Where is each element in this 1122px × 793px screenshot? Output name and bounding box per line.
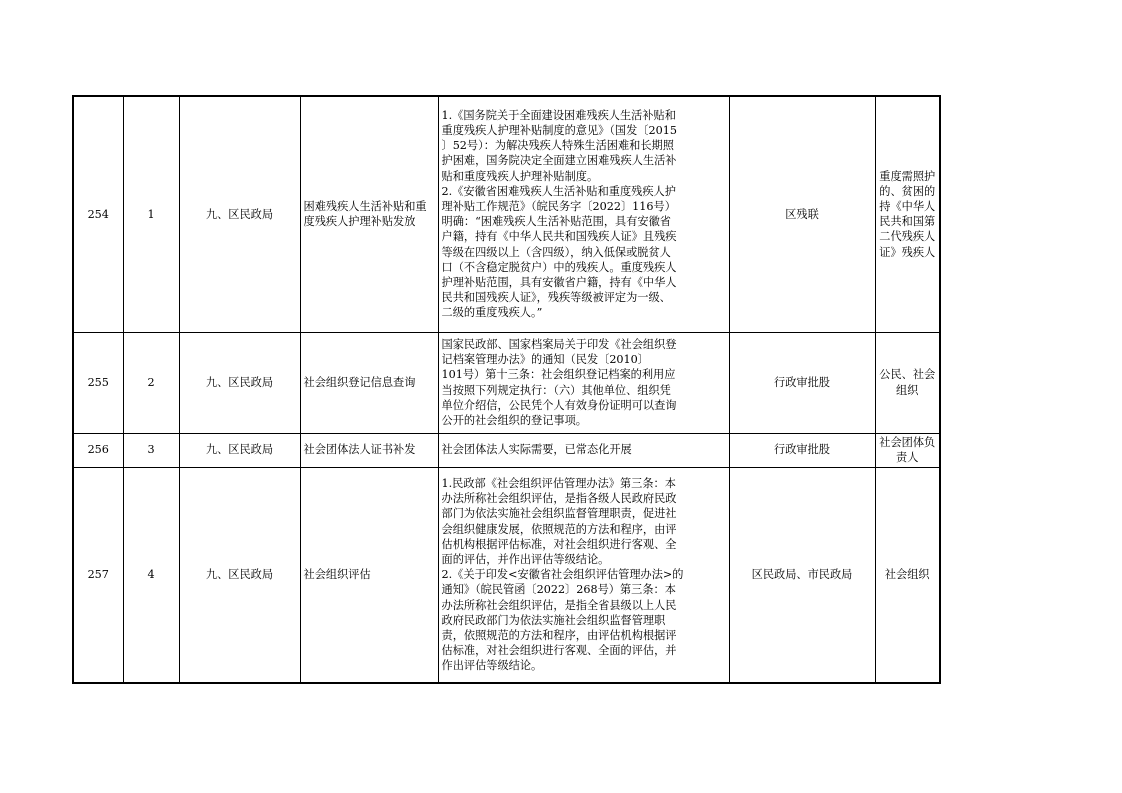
implementing-unit-cell: 行政审批股 bbox=[729, 332, 875, 433]
item-name-cell: 困难残疾人生活补贴和重度残疾人护理补贴发放 bbox=[300, 96, 438, 332]
basis-line: 二级的重度残疾人。” bbox=[441, 306, 543, 320]
basis-line: 估机构根据评估标准，对社会组织进行客观、全 bbox=[441, 537, 677, 551]
basis-line: 政府民政部门为依法实施社会组织监督管理职 bbox=[441, 613, 666, 627]
seq-cell: 255 bbox=[73, 332, 123, 433]
number-cell: 1 bbox=[123, 96, 179, 332]
basis-line: 2.《关于印发<安徽省社会组织评估管理办法>的 bbox=[441, 568, 684, 582]
basis-line: 责，依照规范的方法和程序，由评估机构根据评 bbox=[441, 628, 677, 642]
department-cell: 九、区民政局 bbox=[179, 96, 300, 332]
number-cell: 4 bbox=[123, 467, 179, 683]
basis-line: 单位介绍信，公民凭个人有效身份证明可以查询 bbox=[441, 398, 677, 412]
department-cell: 九、区民政局 bbox=[179, 467, 300, 683]
seq-cell: 257 bbox=[73, 467, 123, 683]
basis-line: 估标准，对社会组织进行客观、全面的评估，并 bbox=[441, 644, 677, 658]
basis-line: 贴和重度残疾人护理补贴制度。 bbox=[441, 169, 599, 183]
basis-line: 户籍，持有《中华人民共和国残疾人证》且残疾 bbox=[441, 230, 677, 244]
basis-line: 公开的社会组织的登记事项。 bbox=[441, 413, 587, 427]
basis-line: 等级在四级以上（含四级），纳入低保或脱贫人 bbox=[441, 245, 671, 259]
item-name-cell: 社会组织评估 bbox=[300, 467, 438, 683]
basis-line: 记档案管理办法》的通知（民发〔2010〕 bbox=[441, 353, 649, 367]
legal-basis-cell bbox=[438, 467, 729, 683]
implementing-unit-cell: 行政审批股 bbox=[729, 433, 875, 467]
service-target-cell: 重度需照护的、贫困的持《中华人民共和国第二代残疾人证》残疾人 bbox=[875, 96, 940, 332]
basis-line: 会组织健康发展，依照规范的方法和程序，由评 bbox=[441, 522, 677, 536]
table-row bbox=[73, 96, 940, 332]
service-target-cell: 社会团体负责人 bbox=[875, 433, 940, 467]
basis-line: 办法所称社会组织评估，是指各级人民政府民政 bbox=[441, 492, 677, 506]
table-row bbox=[73, 433, 940, 467]
number-cell: 3 bbox=[123, 433, 179, 467]
basis-line: 理补贴工作规范》（皖民务字〔2022〕116号） bbox=[441, 200, 676, 214]
seq-cell: 254 bbox=[73, 96, 123, 332]
seq-cell: 256 bbox=[73, 433, 123, 467]
implementing-unit-cell: 区民政局、市民政局 bbox=[729, 467, 875, 683]
basis-line: 1.民政部《社会组织评估管理办法》第三条：本 bbox=[441, 476, 676, 490]
basis-line: 民共和国残疾人证》，残疾等级被评定为一级、 bbox=[441, 291, 671, 305]
basis-line: 〕52号）：为解决残疾人特殊生活困难和长期照 bbox=[441, 139, 674, 153]
department-cell: 九、区民政局 bbox=[179, 433, 300, 467]
legal-basis-cell bbox=[438, 332, 729, 433]
table-row bbox=[73, 467, 940, 683]
department-cell: 九、区民政局 bbox=[179, 332, 300, 433]
basis-line: 社会团体法人实际需要，已常态化开展 bbox=[441, 443, 632, 457]
basis-line: 口（不含稳定脱贫户）中的残疾人。重度残疾人 bbox=[441, 260, 677, 274]
basis-line: 通知》（皖民管函〔2022〕268号）第三条：本 bbox=[441, 583, 676, 597]
basis-line: 当按照下列规定执行：（六）其他单位、组织凭 bbox=[441, 383, 671, 397]
service-target-cell: 公民、社会组织 bbox=[875, 332, 940, 433]
item-name-cell: 社会组织登记信息查询 bbox=[300, 332, 438, 433]
basis-line: 护理补贴范围，具有安徽省户籍，持有《中华人 bbox=[441, 276, 677, 290]
basis-line: 面的评估，并作出评估等级结论。 bbox=[441, 552, 610, 566]
basis-line: 办法所称社会组织评估，是指全省县级以上人民 bbox=[441, 598, 677, 612]
number-cell: 2 bbox=[123, 332, 179, 433]
table-row bbox=[73, 332, 940, 433]
basis-line: 2.《安徽省困难残疾人生活补贴和重度残疾人护 bbox=[441, 184, 676, 198]
legal-basis-cell bbox=[438, 96, 729, 332]
basis-line: 部门为依法实施社会组织监督管理职责，促进社 bbox=[441, 507, 677, 521]
implementing-unit-cell: 区残联 bbox=[729, 96, 875, 332]
legal-basis-cell bbox=[438, 433, 729, 467]
basis-line: 明确：“困难残疾人生活补贴范围，具有安徽省 bbox=[441, 215, 671, 229]
basis-line: 1.《国务院关于全面建设困难残疾人生活补贴和 bbox=[441, 108, 676, 122]
basis-line: 护困难，国务院决定全面建立困难残疾人生活补 bbox=[441, 154, 677, 168]
service-target-cell: 社会组织 bbox=[875, 467, 940, 683]
basis-line: 国家民政部、国家档案局关于印发《社会组织登 bbox=[441, 337, 677, 351]
item-name-cell: 社会团体法人证书补发 bbox=[300, 433, 438, 467]
basis-line: 作出评估等级结论。 bbox=[441, 659, 543, 673]
basis-line: 101号）第十三条：社会组织登记档案的利用应 bbox=[441, 368, 676, 382]
service-items-table bbox=[72, 95, 941, 684]
basis-line: 重度残疾人护理补贴制度的意见》（国发〔2015 bbox=[441, 124, 677, 138]
